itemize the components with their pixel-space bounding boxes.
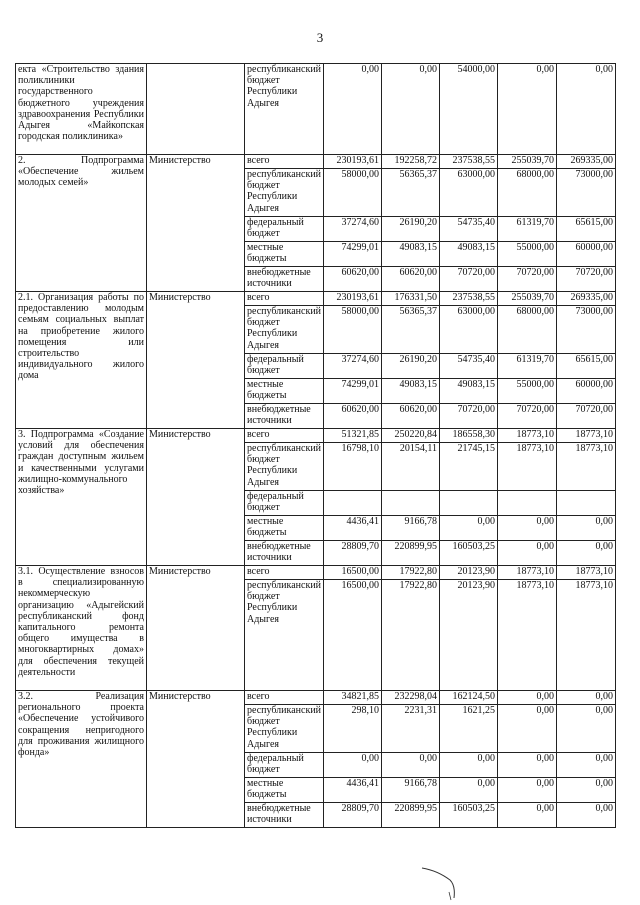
table-row: [16, 566, 616, 580]
funding-source-cell: всего: [245, 155, 324, 169]
amount-cell-2: [382, 491, 440, 516]
amount-cell-4: 70720,00: [498, 267, 557, 292]
amount-cell-1: 37274,60: [324, 354, 382, 379]
amount-cell-2: 9166,78: [382, 778, 440, 803]
amount-cell-1: 37274,60: [324, 217, 382, 242]
amount-cell-1: 28809,70: [324, 803, 382, 828]
amount-cell-4: 68000,00: [498, 306, 557, 354]
funding-source-cell: всего: [245, 566, 324, 580]
amount-cell-3: 20123,90: [440, 566, 498, 580]
amount-cell-5: 65615,00: [557, 354, 616, 379]
amount-cell-3: 63000,00: [440, 306, 498, 354]
amount-cell-4: 0,00: [498, 541, 557, 566]
amount-cell-4: [498, 491, 557, 516]
amount-cell-2: 26190,20: [382, 217, 440, 242]
amount-cell-4: 255039,70: [498, 292, 557, 306]
program-name-cell: 3. Подпрограмма «Создание условий для обеспечения граждан доступным жильем и качественными услугами жилищно-коммунального хозяйства»: [16, 429, 147, 566]
funding-source-cell: федеральный бюджет: [245, 491, 324, 516]
amount-cell-2: 60620,00: [382, 404, 440, 429]
amount-cell-3: 160503,25: [440, 541, 498, 566]
amount-cell-2: 17922,80: [382, 566, 440, 580]
amount-cell-1: 4436,41: [324, 778, 382, 803]
amount-cell-4: 0,00: [498, 753, 557, 778]
amount-cell-1: 60620,00: [324, 404, 382, 429]
amount-cell-1: 0,00: [324, 753, 382, 778]
funding-source-cell: республиканский бюджет Республики Адыгея: [245, 580, 324, 691]
funding-source-cell: местные бюджеты: [245, 379, 324, 404]
table-row: [16, 429, 616, 443]
amount-cell-5: 70720,00: [557, 267, 616, 292]
amount-cell-4: 255039,70: [498, 155, 557, 169]
amount-cell-2: 9166,78: [382, 516, 440, 541]
amount-cell-2: 26190,20: [382, 354, 440, 379]
amount-cell-2: 0,00: [382, 753, 440, 778]
funding-source-cell: внебюджетные источники: [245, 267, 324, 292]
table-row: [16, 64, 616, 155]
program-name-cell: 2. Подпрограмма «Обеспечение жильем молодых семей»: [16, 155, 147, 292]
amount-cell-3: 54735,40: [440, 354, 498, 379]
amount-cell-5: 0,00: [557, 753, 616, 778]
funding-source-cell: внебюджетные источники: [245, 404, 324, 429]
amount-cell-2: 17922,80: [382, 580, 440, 691]
amount-cell-1: 58000,00: [324, 306, 382, 354]
amount-cell-1: 0,00: [324, 64, 382, 155]
funding-source-cell: республиканский бюджет Республики Адыгея: [245, 443, 324, 491]
amount-cell-4: 0,00: [498, 778, 557, 803]
amount-cell-5: 73000,00: [557, 306, 616, 354]
amount-cell-5: 0,00: [557, 803, 616, 828]
amount-cell-3: 1621,25: [440, 705, 498, 753]
amount-cell-2: 220899,95: [382, 803, 440, 828]
amount-cell-5: 269335,00: [557, 155, 616, 169]
funding-source-cell: федеральный бюджет: [245, 753, 324, 778]
amount-cell-1: 230193,61: [324, 155, 382, 169]
amount-cell-4: 18773,10: [498, 566, 557, 580]
executor-cell: Министерство: [147, 429, 245, 566]
amount-cell-4: 0,00: [498, 516, 557, 541]
amount-cell-3: 237538,55: [440, 155, 498, 169]
amount-cell-5: 60000,00: [557, 242, 616, 267]
executor-cell: Министерство: [147, 691, 245, 828]
amount-cell-3: 63000,00: [440, 169, 498, 217]
amount-cell-1: 74299,01: [324, 379, 382, 404]
budget-table: [15, 63, 616, 828]
amount-cell-3: 70720,00: [440, 404, 498, 429]
amount-cell-2: 192258,72: [382, 155, 440, 169]
funding-source-cell: федеральный бюджет: [245, 217, 324, 242]
funding-source-cell: республиканский бюджет Республики Адыгея: [245, 705, 324, 753]
amount-cell-4: 61319,70: [498, 217, 557, 242]
amount-cell-3: 49083,15: [440, 379, 498, 404]
amount-cell-5: 269335,00: [557, 292, 616, 306]
amount-cell-3: 0,00: [440, 778, 498, 803]
executor-cell: [147, 64, 245, 155]
amount-cell-2: 176331,50: [382, 292, 440, 306]
amount-cell-5: 60000,00: [557, 379, 616, 404]
funding-source-cell: республиканский бюджет Республики Адыгея: [245, 64, 324, 155]
amount-cell-5: 0,00: [557, 778, 616, 803]
program-name-cell: 2.1. Организация работы по предоставлению молодым семьям социальных выплат на приобретение жилого помещения или строительство индивидуального жилого дома: [16, 292, 147, 429]
amount-cell-1: 298,10: [324, 705, 382, 753]
amount-cell-2: 250220,84: [382, 429, 440, 443]
amount-cell-4: 18773,10: [498, 580, 557, 691]
table-row: [16, 155, 616, 169]
amount-cell-1: 16798,10: [324, 443, 382, 491]
amount-cell-2: 56365,37: [382, 169, 440, 217]
amount-cell-4: 18773,10: [498, 443, 557, 491]
amount-cell-3: 21745,15: [440, 443, 498, 491]
amount-cell-3: 0,00: [440, 753, 498, 778]
amount-cell-4: 18773,10: [498, 429, 557, 443]
amount-cell-3: 20123,90: [440, 580, 498, 691]
amount-cell-4: 0,00: [498, 691, 557, 705]
amount-cell-4: 0,00: [498, 705, 557, 753]
funding-source-cell: внебюджетные источники: [245, 541, 324, 566]
amount-cell-4: 55000,00: [498, 242, 557, 267]
amount-cell-1: 51321,85: [324, 429, 382, 443]
amount-cell-3: 54735,40: [440, 217, 498, 242]
funding-source-cell: местные бюджеты: [245, 242, 324, 267]
page-number: 3: [316, 30, 324, 45]
signature-mark: [420, 862, 480, 902]
amount-cell-3: 237538,55: [440, 292, 498, 306]
amount-cell-5: 18773,10: [557, 566, 616, 580]
amount-cell-5: 0,00: [557, 64, 616, 155]
program-name-cell: 3.1. Осуществление взносов в специализированную некоммерческую организацию «Адыгейский республиканский фонд капитального ремонта общего имущества в многоквартирных домах» для обеспечения текущей деятельности: [16, 566, 147, 691]
amount-cell-5: [557, 491, 616, 516]
funding-source-cell: местные бюджеты: [245, 516, 324, 541]
amount-cell-3: 49083,15: [440, 242, 498, 267]
amount-cell-3: 160503,25: [440, 803, 498, 828]
amount-cell-1: 28809,70: [324, 541, 382, 566]
amount-cell-3: 186558,30: [440, 429, 498, 443]
amount-cell-3: [440, 491, 498, 516]
amount-cell-5: 73000,00: [557, 169, 616, 217]
amount-cell-1: 60620,00: [324, 267, 382, 292]
amount-cell-5: 70720,00: [557, 404, 616, 429]
amount-cell-5: 0,00: [557, 705, 616, 753]
amount-cell-1: 34821,85: [324, 691, 382, 705]
amount-cell-3: 70720,00: [440, 267, 498, 292]
executor-cell: Министерство: [147, 155, 245, 292]
amount-cell-4: 61319,70: [498, 354, 557, 379]
amount-cell-5: 18773,10: [557, 443, 616, 491]
amount-cell-1: 230193,61: [324, 292, 382, 306]
program-name-cell: екта «Строительство здания поликлиники государственного бюджетного учреждения здравоохранения Республики Адыгея «Майкопская городская поликлиника»: [16, 64, 147, 155]
program-name-cell: 3.2. Реализация регионального проекта «Обеспечение устойчивого сокращения непригодного для проживания жилищного фонда»: [16, 691, 147, 828]
amount-cell-2: 56365,37: [382, 306, 440, 354]
executor-cell: Министерство: [147, 292, 245, 429]
amount-cell-5: 0,00: [557, 516, 616, 541]
amount-cell-1: [324, 491, 382, 516]
amount-cell-2: 220899,95: [382, 541, 440, 566]
amount-cell-5: 18773,10: [557, 580, 616, 691]
budget-table-body: [16, 64, 616, 828]
amount-cell-2: 49083,15: [382, 242, 440, 267]
amount-cell-4: 0,00: [498, 803, 557, 828]
amount-cell-1: 16500,00: [324, 580, 382, 691]
amount-cell-1: 16500,00: [324, 566, 382, 580]
amount-cell-5: 65615,00: [557, 217, 616, 242]
funding-source-cell: всего: [245, 292, 324, 306]
executor-cell: Министерство: [147, 566, 245, 691]
amount-cell-5: 0,00: [557, 541, 616, 566]
amount-cell-3: 0,00: [440, 516, 498, 541]
amount-cell-1: 4436,41: [324, 516, 382, 541]
amount-cell-2: 2231,31: [382, 705, 440, 753]
amount-cell-4: 68000,00: [498, 169, 557, 217]
amount-cell-4: 70720,00: [498, 404, 557, 429]
amount-cell-1: 58000,00: [324, 169, 382, 217]
amount-cell-4: 0,00: [498, 64, 557, 155]
funding-source-cell: республиканский бюджет Республики Адыгея: [245, 169, 324, 217]
amount-cell-5: 0,00: [557, 691, 616, 705]
amount-cell-1: 74299,01: [324, 242, 382, 267]
amount-cell-2: 49083,15: [382, 379, 440, 404]
funding-source-cell: местные бюджеты: [245, 778, 324, 803]
table-row: [16, 292, 616, 306]
amount-cell-2: 60620,00: [382, 267, 440, 292]
amount-cell-4: 55000,00: [498, 379, 557, 404]
funding-source-cell: внебюджетные источники: [245, 803, 324, 828]
funding-source-cell: всего: [245, 429, 324, 443]
funding-source-cell: республиканский бюджет Республики Адыгея: [245, 306, 324, 354]
amount-cell-2: 0,00: [382, 64, 440, 155]
amount-cell-2: 20154,11: [382, 443, 440, 491]
table-row: [16, 691, 616, 705]
amount-cell-5: 18773,10: [557, 429, 616, 443]
amount-cell-3: 54000,00: [440, 64, 498, 155]
funding-source-cell: всего: [245, 691, 324, 705]
funding-source-cell: федеральный бюджет: [245, 354, 324, 379]
amount-cell-3: 162124,50: [440, 691, 498, 705]
amount-cell-2: 232298,04: [382, 691, 440, 705]
